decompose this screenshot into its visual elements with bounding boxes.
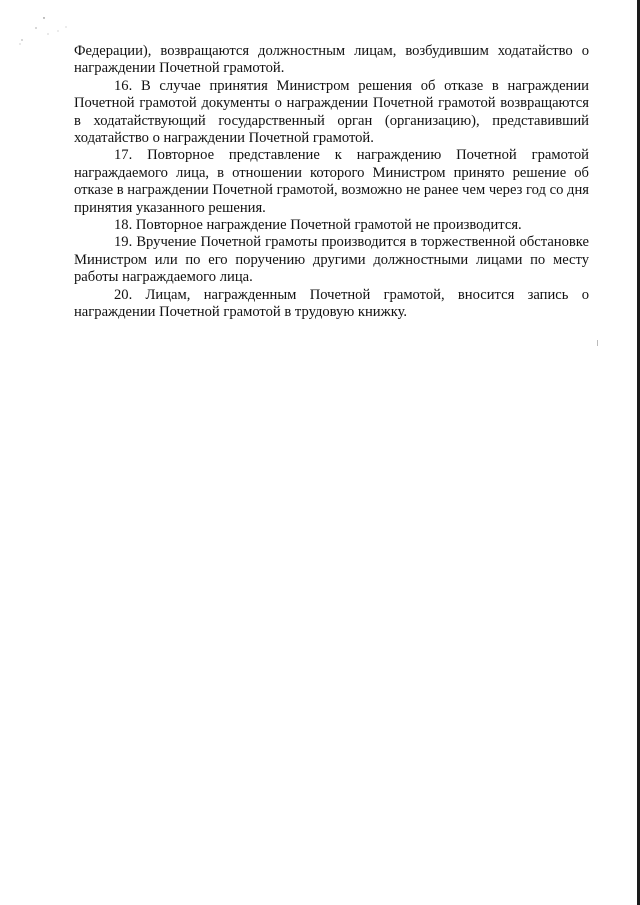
scan-noise-marks	[14, 14, 74, 54]
paragraph-item-16: 16. В случае принятия Министром решения об отказе в награждении Почетной грамотой документы о награждении Почетной грамотой возвращаются в ходатайствующий государственный орган (организацию), представивший ходатайство о награждении Почетной грамотой.	[74, 77, 589, 147]
paragraph-continuation: Федерации), возвращаются должностным лицам, возбудившим ходатайство о награждении Почетной грамотой.	[74, 43, 589, 77]
paragraph-item-19: 19. Вручение Почетной грамоты производится в торжественной обстановке Министром или по его поручению другими должностными лицами по месту работы награждаемого лица.	[74, 234, 589, 286]
scan-artifact-mark	[597, 340, 598, 346]
document-body	[74, 43, 589, 322]
paragraph-item-17: 17. Повторное представление к награждению Почетной грамотой награждаемого лица, в отношении которого Министром принято решение об отказе в награждении Почетной грамотой, возможно не ранее чем через год со дня принятия указанного решения.	[74, 147, 589, 216]
paragraph-item-20: 20. Лицам, награжденным Почетной грамотой, вносится запись о награждении Почетной грамотой в трудовую книжку.	[74, 286, 589, 321]
paragraph-item-18: 18. Повторное награждение Почетной грамотой не производится.	[114, 217, 522, 234]
